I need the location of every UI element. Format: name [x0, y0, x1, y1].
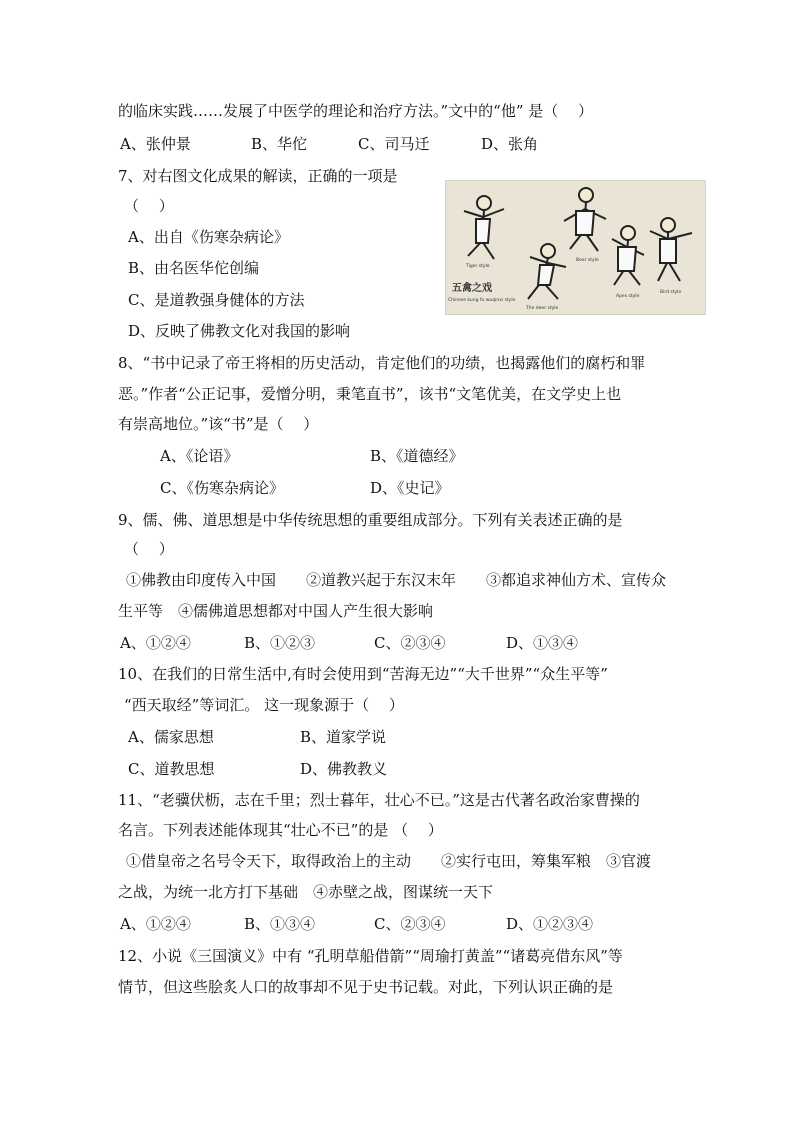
- tiger-figure: [464, 196, 504, 259]
- q9-line-3: ①佛教由印度传入中国 ②道教兴起于东汉末年 ③都追求神仙方术、宣传众: [126, 571, 667, 589]
- q7-option-c[interactable]: C、是道教强身健体的方法: [128, 291, 305, 309]
- bear-figure: [564, 188, 606, 251]
- caption-deer: The deer style: [526, 306, 559, 311]
- q10-line-1: 10、在我们的日常生活中,有时会使用到“苦海无边”“大千世界”“众生平等”: [118, 665, 608, 683]
- q9-option-a[interactable]: A、①②④: [120, 634, 191, 652]
- q7-option-b[interactable]: B、由名医华佗创编: [128, 259, 260, 277]
- q11-line-1: 11、“老骥伏枥，志在千里；烈士暮年，壮心不已。”这是古代著名政治家曹操的: [118, 791, 640, 809]
- q11-option-a[interactable]: A、①②④: [120, 915, 191, 933]
- q11-line-2: 名言。下列表述能体现其“壮心不已”的是 （ ）: [118, 821, 443, 839]
- deer-figure: [528, 244, 566, 299]
- q6-option-b[interactable]: B、华佗: [251, 135, 308, 153]
- q12-line-1: 12、小说《三国演义》中有 “孔明草船借箭”“周瑜打黄盖”“诸葛亮借东风”等: [118, 947, 623, 965]
- q9-line-4: 生平等 ④儒佛道思想都对中国人产生很大影响: [118, 602, 434, 620]
- q8-option-b[interactable]: B、《道德经》: [370, 447, 464, 465]
- wuqinxi-illustration: [446, 181, 705, 314]
- figure-subtitle: Chinese kung fu wuqinxi style: [448, 298, 516, 303]
- q6-option-a[interactable]: A、张仲景: [120, 135, 191, 153]
- q11-option-d[interactable]: D、①②③④: [506, 915, 594, 933]
- q9-option-d[interactable]: D、①③④: [506, 634, 579, 652]
- q9-option-c[interactable]: C、②③④: [374, 634, 446, 652]
- q8-line-1: 8、“书中记录了帝王将相的历史活动，肯定他们的功绩，也揭露他们的腐朽和罪: [118, 354, 646, 372]
- q8-option-c[interactable]: C、《伤寒杂病论》: [160, 479, 284, 497]
- q10-option-c[interactable]: C、道教思想: [128, 760, 215, 778]
- q10-line-2: “西天取经”等词汇。 这一现象源于（ ）: [124, 696, 404, 714]
- q10-option-a[interactable]: A、儒家思想: [128, 728, 214, 746]
- q6-stem-line: 的临床实践……发展了中医学的理论和治疗方法。”文中的“他” 是（ ）: [118, 102, 594, 120]
- q7-option-d[interactable]: D、反映了佛教文化对我国的影响: [128, 322, 351, 340]
- q7-option-a[interactable]: A、出自《伤寒杂病论》: [128, 228, 289, 246]
- figure-title: 五禽之戏: [452, 283, 492, 294]
- q10-option-d[interactable]: D、佛教教义: [300, 760, 388, 778]
- q11-option-b[interactable]: B、①③④: [244, 915, 316, 933]
- q11-line-4: 之战，为统一北方打下基础 ④赤壁之战，图谋统一天下: [118, 883, 494, 901]
- q6-option-d[interactable]: D、张角: [481, 135, 539, 153]
- caption-ape: Apes style: [616, 294, 640, 299]
- q8-line-3: 有崇高地位。”该“书”是（ ）: [118, 415, 319, 433]
- caption-bear: Bear style: [576, 258, 599, 263]
- q11-option-c[interactable]: C、②③④: [374, 915, 446, 933]
- q6-option-c[interactable]: C、司马迁: [358, 135, 430, 153]
- wuqinxi-figure: [445, 180, 706, 315]
- q10-option-b[interactable]: B、道家学说: [300, 728, 387, 746]
- q7-answer-paren: （ ）: [124, 197, 174, 215]
- q12-line-2: 情节，但这些脍炙人口的故事却不见于史书记载。对此，下列认识正确的是: [118, 978, 614, 996]
- q7-stem: 7、对右图文化成果的解读，正确的一项是: [118, 167, 398, 185]
- q8-line-2: 恶。”作者“公正记事，爱憎分明，秉笔直书”，该书“文笔优美，在文学史上也: [118, 385, 622, 403]
- caption-tiger: Tiger style: [466, 264, 490, 269]
- ape-figure: [612, 226, 644, 285]
- q8-option-d[interactable]: D、《史记》: [370, 479, 450, 497]
- caption-bird: Bird style: [660, 290, 682, 295]
- q11-line-3: ①借皇帝之名号令天下，取得政治上的主动 ②实行屯田，筹集军粮 ③官渡: [126, 852, 652, 870]
- bird-figure: [650, 218, 692, 281]
- q9-option-b[interactable]: B、①②③: [244, 634, 316, 652]
- q8-option-a[interactable]: A、《论语》: [160, 447, 239, 465]
- q9-line-1: 9、儒、佛、道思想是中华传统思想的重要组成部分。下列有关表述正确的是: [118, 511, 623, 529]
- q9-answer-paren: （ ）: [124, 540, 174, 558]
